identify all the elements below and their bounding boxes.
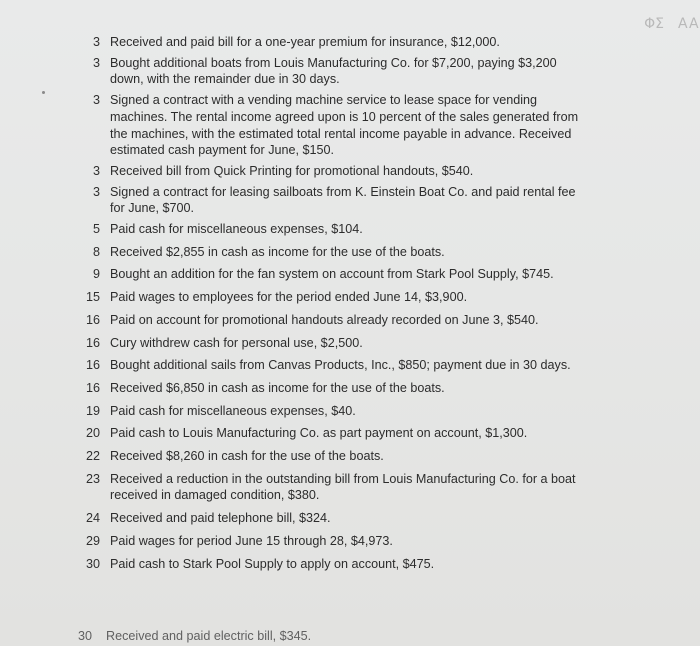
transaction-day: 19 <box>85 403 100 418</box>
transaction-entry <box>78 357 598 374</box>
transaction-entry <box>78 92 598 159</box>
transaction-line: down, with the remainder due in 30 days. <box>110 72 340 87</box>
transaction-line: Bought additional boats from Louis Manufacturing Co. for $7,200, paying $3,200 <box>110 55 557 70</box>
transaction-line: Received $8,260 in cash for the use of the boats. <box>110 449 384 464</box>
transaction-description <box>110 221 598 238</box>
transaction-description <box>110 163 598 180</box>
transaction-description <box>110 244 598 261</box>
cutoff-day: 30 <box>78 629 93 643</box>
transaction-entry <box>78 448 598 465</box>
transaction-day: 3 <box>92 184 100 199</box>
transaction-entry <box>78 380 598 397</box>
transaction-line: Paid wages for period June 15 through 28, $4,973. <box>110 533 393 548</box>
transaction-entry <box>78 289 598 306</box>
transaction-line: Received a reduction in the outstanding bill from Louis Manufacturing Co. for a boat <box>110 471 576 486</box>
transaction-line: Cury withdrew cash for personal use, $2,500. <box>110 335 363 350</box>
transaction-entry <box>78 55 598 88</box>
transaction-description <box>110 266 598 283</box>
transaction-entry <box>78 335 598 352</box>
transaction-line: Bought an addition for the fan system on account from Stark Pool Supply, $745. <box>110 267 554 282</box>
transaction-day: 16 <box>85 312 100 327</box>
transaction-day: 29 <box>85 533 100 548</box>
transaction-day: 16 <box>85 380 100 395</box>
transaction-line: Received bill from Quick Printing for promotional handouts, $540. <box>110 163 474 178</box>
transaction-line: Signed a contract for leasing sailboats from K. Einstein Boat Co. and paid rental fee <box>110 184 576 199</box>
transaction-line: the machines, with the estimated total rental income payable in advance. Received <box>110 126 572 141</box>
transaction-description <box>110 533 598 550</box>
transaction-description <box>110 403 598 420</box>
transaction-entry <box>78 533 598 550</box>
transaction-line: for June, $700. <box>110 201 195 216</box>
transaction-entry <box>78 556 598 573</box>
transaction-line: Paid on account for promotional handouts already recorded on June 3, $540. <box>110 312 539 327</box>
transaction-line: Paid cash for miscellaneous expenses, $104. <box>110 222 363 237</box>
transaction-line: Received $2,855 in cash as income for the use of the boats. <box>110 244 445 259</box>
transaction-description <box>110 425 598 442</box>
transaction-description <box>110 289 598 306</box>
transaction-day: 9 <box>92 267 100 282</box>
transaction-day: 16 <box>85 335 100 350</box>
transaction-description <box>110 92 598 159</box>
translate-icon[interactable]: ΦΣ <box>644 16 664 32</box>
transaction-line: Received $6,850 in cash as income for the use of the boats. <box>110 380 445 395</box>
transaction-list <box>78 34 598 572</box>
transaction-day: 5 <box>92 222 100 237</box>
transaction-entry <box>78 34 598 51</box>
transaction-day: 23 <box>85 471 100 486</box>
transaction-day: 20 <box>85 426 100 441</box>
transaction-line: machines. The rental income agreed upon is 10 percent of the sales generated from <box>110 109 579 124</box>
transaction-entry <box>78 312 598 329</box>
transaction-entry <box>78 266 598 283</box>
transaction-description <box>110 448 598 465</box>
transaction-day: 15 <box>85 290 100 305</box>
transaction-description <box>110 556 598 573</box>
transaction-line: Bought additional sails from Canvas Products, Inc., $850; payment due in 30 days. <box>110 358 571 373</box>
text-size-button[interactable]: AA <box>678 16 700 32</box>
transaction-entry <box>78 403 598 420</box>
transaction-entry <box>78 221 598 238</box>
transaction-entry <box>78 244 598 261</box>
transaction-line: Paid wages to employees for the period ended June 14, $3,900. <box>110 290 468 305</box>
transaction-day: 30 <box>85 556 100 571</box>
transaction-entry <box>78 425 598 442</box>
cutoff-entry <box>78 628 378 643</box>
transaction-day: 3 <box>92 93 100 108</box>
transaction-day: 22 <box>85 449 100 464</box>
transaction-line: estimated cash payment for June, $150. <box>110 143 335 158</box>
transaction-description <box>110 55 598 88</box>
transaction-line: Received and paid telephone bill, $324. <box>110 511 331 526</box>
transaction-description <box>110 471 598 504</box>
transaction-line: received in damaged condition, $380. <box>110 488 320 503</box>
transaction-line: Paid cash to Stark Pool Supply to apply on account, $475. <box>110 556 435 571</box>
transaction-entry <box>78 471 598 504</box>
transaction-line: Received and paid bill for a one-year premium for insurance, $12,000. <box>110 35 500 49</box>
transaction-description <box>110 34 598 51</box>
transaction-entry <box>78 184 598 217</box>
transaction-line: Signed a contract with a vending machine service to lease space for vending <box>110 93 538 108</box>
transaction-description <box>110 184 598 217</box>
transaction-entry <box>78 163 598 180</box>
transaction-description <box>110 335 598 352</box>
transaction-day: 3 <box>92 55 100 70</box>
transaction-day: 3 <box>92 163 100 178</box>
cutoff-text: Received and paid electric bill, $345. <box>106 629 312 643</box>
transaction-day: 16 <box>85 358 100 373</box>
transaction-entry <box>78 510 598 527</box>
transaction-description <box>110 357 598 374</box>
transaction-day: 24 <box>85 511 100 526</box>
transaction-description <box>110 510 598 527</box>
bullet-dot <box>42 91 45 94</box>
transaction-description <box>110 312 598 329</box>
transaction-day: 8 <box>92 244 100 259</box>
transaction-line: Paid cash for miscellaneous expenses, $40. <box>110 403 356 418</box>
transaction-day: 3 <box>92 35 100 49</box>
transaction-description <box>110 380 598 397</box>
top-toolbar <box>644 14 700 34</box>
transaction-line: Paid cash to Louis Manufacturing Co. as part payment on account, $1,300. <box>110 426 528 441</box>
